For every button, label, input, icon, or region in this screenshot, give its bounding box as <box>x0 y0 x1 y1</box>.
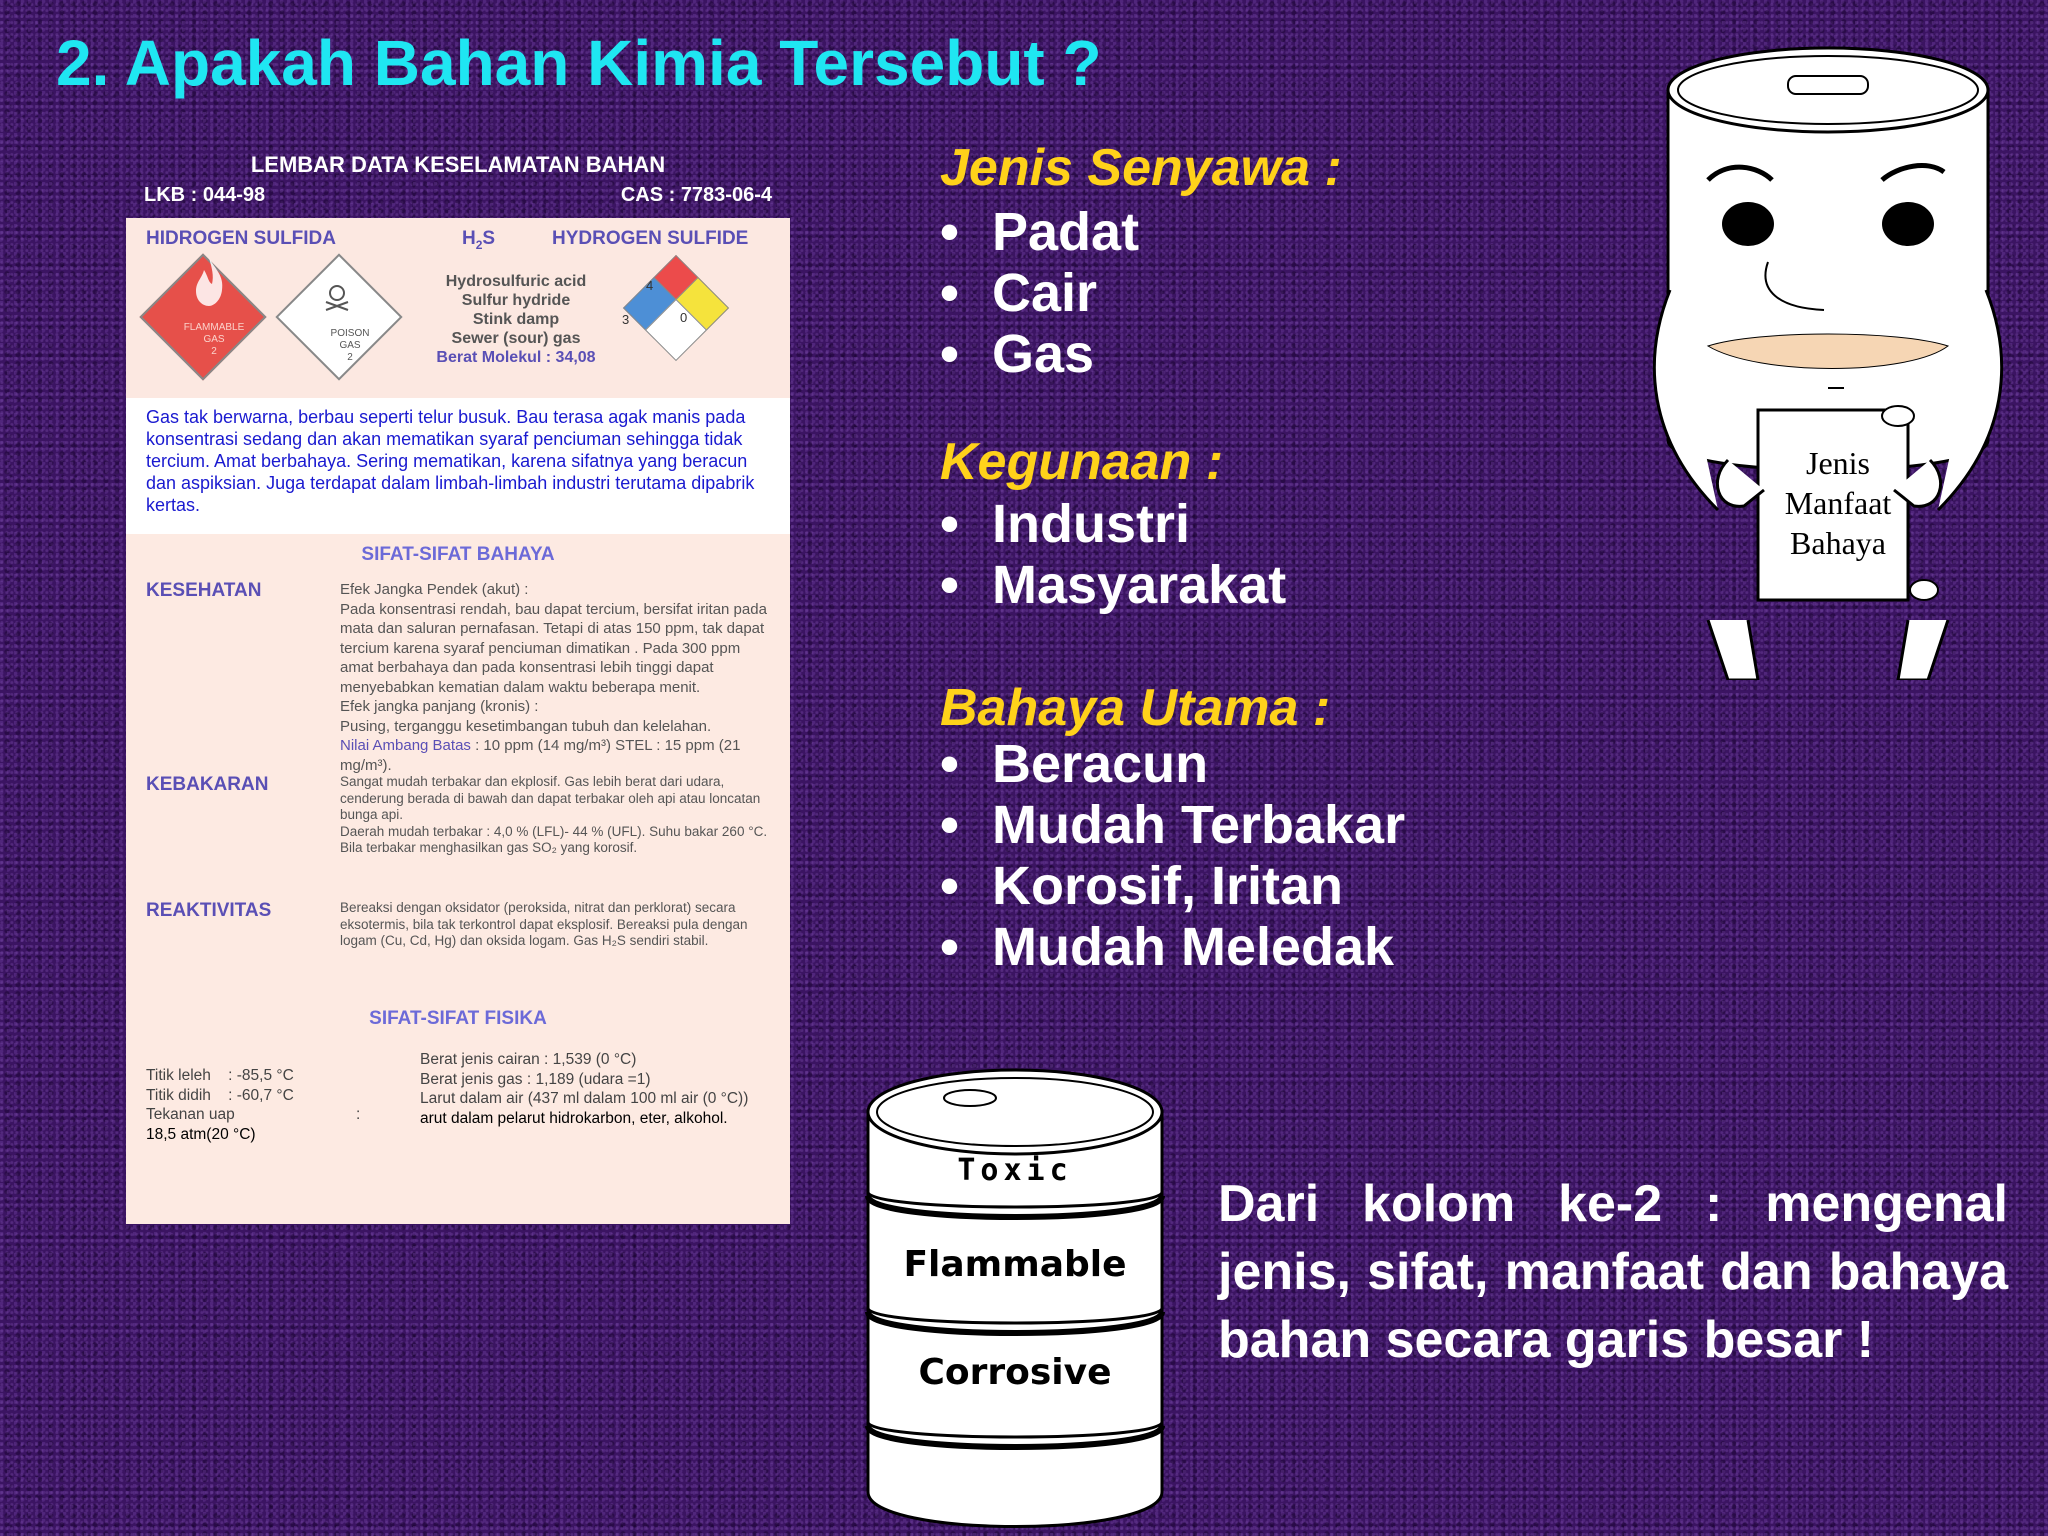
scroll-line-3: Bahaya <box>1790 525 1886 561</box>
kegunaan-list <box>940 494 1286 616</box>
molecular-weight: Berat Molekul : 34,08 <box>436 349 596 366</box>
name-english: HYDROGEN SULFIDE <box>552 228 749 249</box>
melting-point: Titik leleh : -85,5 °C <box>146 1067 294 1084</box>
physical-title: SIFAT-SIFAT FISIKA <box>369 1008 547 1029</box>
kegunaan-heading: Kegunaan : <box>940 433 1224 491</box>
physical-left <box>146 1066 366 1144</box>
vapor-pressure-value: 18,5 atm(20 °C) <box>146 1125 256 1143</box>
list-item: • Cair <box>940 263 1139 324</box>
nfpa-fire: 4 <box>646 278 654 293</box>
vapor-pressure-label: Tekanan uap : <box>146 1106 361 1123</box>
flammable-label: FLAMMABLE GAS 2 <box>183 322 245 357</box>
synonyms: Hydrosulfuric acid Sulfur hydride Stink damp Sewer (sour) gas Berat Molekul : 34,08 <box>416 272 616 367</box>
msds-header <box>126 152 790 207</box>
drum-label-toxic: Toxic <box>957 1153 1073 1188</box>
gas-density: Berat jenis gas : 1,189 (udara =1) <box>420 1070 651 1088</box>
list-item: • Industri <box>940 494 1286 555</box>
msds-lkb: LKB : 044-98 <box>144 184 266 206</box>
reactivity-label: REAKTIVITAS <box>146 900 272 921</box>
list-item: • Beracun <box>940 734 1405 795</box>
name-indonesian: HIDROGEN SULFIDA <box>146 228 336 249</box>
nfpa-reactivity: 0 <box>680 310 688 325</box>
msds-identity <box>126 218 790 398</box>
jenis-list <box>940 202 1139 385</box>
list-item: • Mudah Terbakar <box>940 795 1405 856</box>
reactivity-text: Bereaksi dengan oksidator (peroksida, nitrat dan perklorat) secara eksotermis, bila tak terkontrol dapat eksplosif. Bereaksi pula dengan logam (Cu, Cd, Hg) dan oksida logam. Gas H₂S sendiri stabil. <box>340 900 748 948</box>
bahaya-list <box>940 734 1405 978</box>
hazards-title: SIFAT-SIFAT BAHAYA <box>361 544 555 565</box>
hazard-description: Gas tak berwarna, berbau seperti telur busuk. Bau terasa agak manis pada konsentrasi sedang dan akan mematikan syaraf penciuman sehingga tidak tercium. Amat berbahaya. Sering mematikan, karena sifatnya yang beracun dan aspiksian. Juga terdapat dalam limbah-limbah industri terutama dipabrik kertas. <box>126 398 790 534</box>
msds-sheet <box>126 218 790 1224</box>
scroll-line-2: Manfaat <box>1784 485 1892 521</box>
fire-label: KEBAKARAN <box>146 774 269 795</box>
health-label: KESEHATAN <box>146 580 262 601</box>
drum-label-corrosive: Corrosive <box>918 1352 1112 1393</box>
solubility: Larut dalam air (437 ml dalam 100 ml air (0 °C)) <box>420 1090 749 1107</box>
solvent-solubility: arut dalam pelarut hidrokarbon, eter, alkohol. <box>420 1109 728 1127</box>
nab-label: Nilai Ambang Batas <box>340 737 471 754</box>
chemical-formula: $H_2S$ <box>462 228 496 252</box>
summary-note: Dari kolom ke-2 : mengenal jenis, sifat, manfaat dan bahaya bahan secara garis besar ! <box>1218 1175 2008 1369</box>
list-item: • Mudah Meledak <box>940 917 1405 978</box>
hazards-section <box>126 534 790 1242</box>
nfpa-health: 3 <box>622 312 630 327</box>
fire-text: Sangat mudah terbakar dan ekplosif. Gas lebih berat dari udara, cenderung berada di bawah dan dapat terbakar oleh api atau loncatan bunga api. Daerah mudah terbakar : 4,0 % (LFL)- 44 % (UFL). Suhu bakar 260 °C. Bila terbakar menghasilkan gas SO₂ yang korosif. <box>340 774 768 855</box>
bahaya-heading: Bahaya Utama : <box>940 679 1331 737</box>
poison-label: POISON GAS 2 <box>330 328 370 363</box>
cartoon-barrel-character <box>1648 40 2008 680</box>
hazard-drum <box>860 1062 1170 1536</box>
skull-crossbones-icon <box>322 282 352 312</box>
health-text: Efek Jangka Pendek (akut) : Pada konsentrasi rendah, bau dapat tercium, bersifat iritan pada mata dan saluran pernafasan. Tetapi di atas 150 ppm, tak dapat tercium karena syaraf penciuman dimatikan . Pada 300 ppm amat berbahaya dan pada konsentrasi lebih tinggi dapat menyebabkan kematian dalam waktu beberapa menit. Efek jangka panjang (kronis) : Pusing, terganggu kesetimbangan tubuh dan kelelahan. Nilai Ambang Batas : 10 ppm (14 mg/m³) STEL : 15 ppm (21 mg/m³). <box>340 581 767 774</box>
list-item: • Padat <box>940 202 1139 263</box>
list-item: • Masyarakat <box>940 555 1286 616</box>
drum-label-flammable: Flammable <box>903 1244 1127 1285</box>
physical-right <box>420 1050 780 1128</box>
slide-title: 2. Apakah Bahan Kimia Tersebut ? <box>56 27 1102 99</box>
list-item: • Gas <box>940 324 1139 385</box>
msds-cas: CAS : 7783-06-4 <box>620 184 772 206</box>
boiling-point: Titik didih : -60,7 °C <box>146 1086 294 1104</box>
flame-icon <box>188 254 230 310</box>
liquid-density: Berat jenis cairan : 1,539 (0 °C) <box>420 1051 637 1068</box>
list-item: • Korosif, Iritan <box>940 856 1405 917</box>
jenis-heading: Jenis Senyawa : <box>940 139 1342 197</box>
scroll-line-1: Jenis <box>1806 445 1870 481</box>
msds-header-title: LEMBAR DATA KESELAMATAN BAHAN <box>250 152 666 177</box>
